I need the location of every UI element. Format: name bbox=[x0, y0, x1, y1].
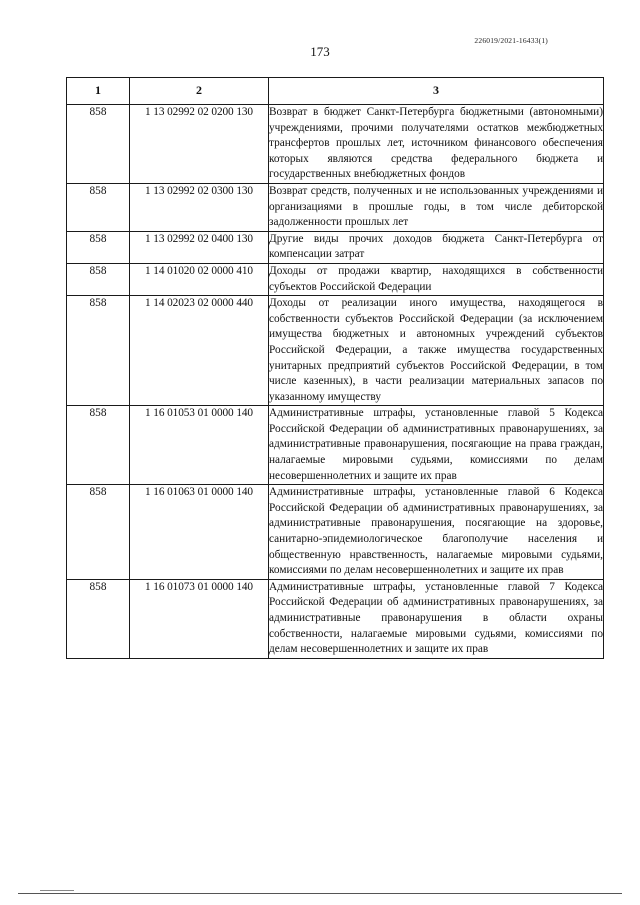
description-cell: Административные штрафы, установленные главой 5 Кодекса Российской Федерации об административных правонарушениях, за административные правонарушения, посягающие на права граждан, налагаемые мировыми судьями, комиссиями по делам несовершеннолетних и защите их прав bbox=[269, 406, 604, 485]
kbk-code-cell: 1 13 02992 02 0200 130 bbox=[130, 105, 269, 184]
table-row bbox=[67, 485, 604, 580]
admin-code-cell: 858 bbox=[67, 406, 130, 485]
kbk-code-cell: 1 16 01073 01 0000 140 bbox=[130, 579, 269, 658]
description-cell: Другие виды прочих доходов бюджета Санкт-Петербурга от компенсации затрат bbox=[269, 231, 604, 263]
page-number: 173 bbox=[310, 44, 330, 59]
page-bottom-rule bbox=[18, 893, 622, 894]
column-header-admin: 1 bbox=[67, 78, 130, 105]
admin-code-cell: 858 bbox=[67, 105, 130, 184]
scan-edge-mark bbox=[40, 890, 74, 891]
description-cell: Доходы от продажи квартир, находящихся в собственности субъектов Российской Федерации bbox=[269, 263, 604, 295]
document-id: 226019/2021-16433(1) bbox=[474, 36, 548, 45]
description-cell: Административные штрафы, установленные главой 6 Кодекса Российской Федерации об административных правонарушениях, за административные правонарушения, посягающие на здоровье, санитарно-эпидемиологическое благополучие населения и общественную нравственность, налагаемые мировыми судьями, комиссиями по делам несовершеннолетних и защите их прав bbox=[269, 485, 604, 580]
table-row bbox=[67, 183, 604, 231]
kbk-code-cell: 1 13 02992 02 0400 130 bbox=[130, 231, 269, 263]
table-row bbox=[67, 296, 604, 406]
admin-code-cell: 858 bbox=[67, 296, 130, 406]
admin-code-cell: 858 bbox=[67, 485, 130, 580]
kbk-code-cell: 1 13 02992 02 0300 130 bbox=[130, 183, 269, 231]
column-header-description: 3 bbox=[269, 78, 604, 105]
admin-code-cell: 858 bbox=[67, 183, 130, 231]
description-cell: Возврат средств, полученных и не использованных учреждениями и организациями в прошлые годы, в том числе дебиторской задолженности прошлых лет bbox=[269, 183, 604, 231]
table-row bbox=[67, 406, 604, 485]
description-cell: Административные штрафы, установленные главой 7 Кодекса Российской Федерации об административных правонарушениях, за административные правонарушения в области охраны собственности, налагаемые мировыми судьями, комиссиями по делам несовершеннолетних и защите их прав bbox=[269, 579, 604, 658]
kbk-code-cell: 1 14 02023 02 0000 440 bbox=[130, 296, 269, 406]
table-row bbox=[67, 231, 604, 263]
table-row bbox=[67, 105, 604, 184]
description-cell: Возврат в бюджет Санкт-Петербурга бюджетными (автономными) учреждениями, прочими получателями остатков межбюджетных трансфертов прошлых лет, источником финансового обеспечения которых являются средства федерального бюджета и государственных внебюджетных фондов bbox=[269, 105, 604, 184]
kbk-code-cell: 1 16 01063 01 0000 140 bbox=[130, 485, 269, 580]
description-cell: Доходы от реализации иного имущества, находящегося в собственности субъектов Российской Федерации (за исключением имущества бюджетных и автономных учреждений субъектов Российской Федерации, а также имущества государственных унитарных предприятий субъектов Российской Федерации, в том числе казенных), в части реализации материальных запасов по указанному имуществу bbox=[269, 296, 604, 406]
kbk-code-cell: 1 16 01053 01 0000 140 bbox=[130, 406, 269, 485]
column-header-kbk: 2 bbox=[130, 78, 269, 105]
table-header-row bbox=[67, 78, 604, 105]
table-row bbox=[67, 579, 604, 658]
admin-code-cell: 858 bbox=[67, 231, 130, 263]
admin-code-cell: 858 bbox=[67, 263, 130, 295]
kbk-code-cell: 1 14 01020 02 0000 410 bbox=[130, 263, 269, 295]
admin-code-cell: 858 bbox=[67, 579, 130, 658]
revenue-codes-table bbox=[66, 77, 604, 659]
table-row bbox=[67, 263, 604, 295]
